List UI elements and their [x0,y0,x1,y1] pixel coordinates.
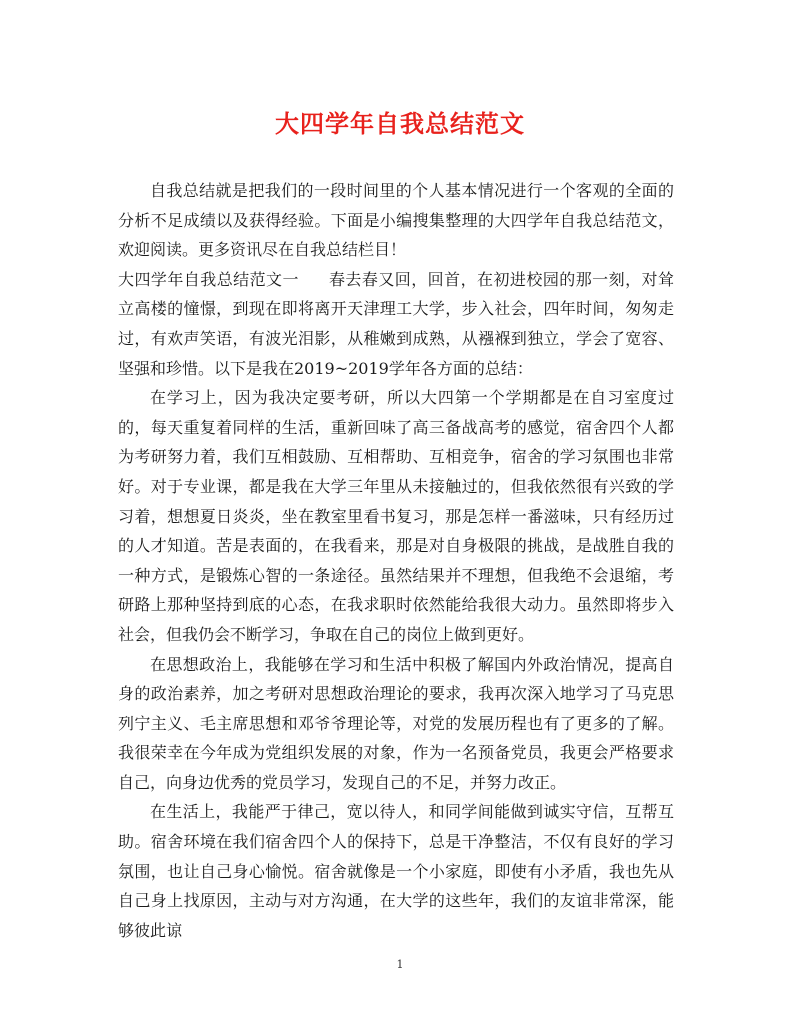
paragraph-section-one [118,265,674,383]
section-one-text: 春去春又回，回首，在初进校园的那一刻，对耸立高楼的憧憬，到现在即将离开天津理工大学，步入社会，四年时间，匆匆走过，有欢声笑语，有波光泪影，从稚嫩到成熟，从襁褓到独立，学会了宽容、坚强和珍惜。以下是我在2019~2019学年各方面的总结： [118,269,674,378]
paragraph-study: 在学习上，因为我决定要考研，所以大四第一个学期都是在自习室度过的，每天重复着同样的生活，重新回味了高三备战高考的感觉，宿舍四个人都为考研努力着，我们互相鼓励、互相帮助、互相竞争，宿舍的学习氛围也非常好。对于专业课，都是我在大学三年里从未接触过的，但我依然很有兴致的学习着，想想夏日炎炎，坐在教室里看书复习，那是怎样一番滋味，只有经历过的人才知道。苦是表面的，在我看来，那是对自身极限的挑战，是战胜自我的一种方式，是锻炼心智的一条途径。虽然结果并不理想，但我绝不会退缩，考研路上那种坚持到底的心态，在我求职时依然能给我很大动力。虽然即将步入社会，但我仍会不断学习，争取在自己的岗位上做到更好。 [118,388,674,644]
page-title: 大四学年自我总结范文 [275,109,525,138]
page-number: 1 [396,958,404,971]
paragraph-life: 在生活上，我能严于律己，宽以待人，和同学间能做到诚实守信，互帮互助。宿舍环境在我们宿舍四个人的保持下，总是干净整洁，不仅有良好的学习氛围，也让自己身心愉悦。宿舍就像是一个小家庭，即使有小矛盾，我也先从自己身上找原因，主动与对方沟通，在大学的这些年，我们的友谊非常深，能够彼此谅 [118,802,674,940]
paragraph-intro: 自我总结就是把我们的一段时间里的个人基本情况进行一个客观的全面的分析不足成绩以及获得经验。下面是小编搜集整理的大四学年自我总结范文，欢迎阅读。更多资讯尽在自我总结栏目！ [118,181,674,260]
paragraph-politics: 在思想政治上，我能够在学习和生活中积极了解国内外政治情况，提高自身的政治素养，加之考研对思想政治理论的要求，我再次深入地学习了马克思列宁主义、毛主席思想和邓爷爷理论等，对党的发展历程也有了更多的了解。我很荣幸在今年成为党组织发展的对象，作为一名预备党员，我更会严格要求自己，向身边优秀的党员学习，发现自己的不足，并努力改正。 [118,654,674,792]
document-body [118,176,674,945]
section-label: 大四学年自我总结范文一 [118,269,299,289]
